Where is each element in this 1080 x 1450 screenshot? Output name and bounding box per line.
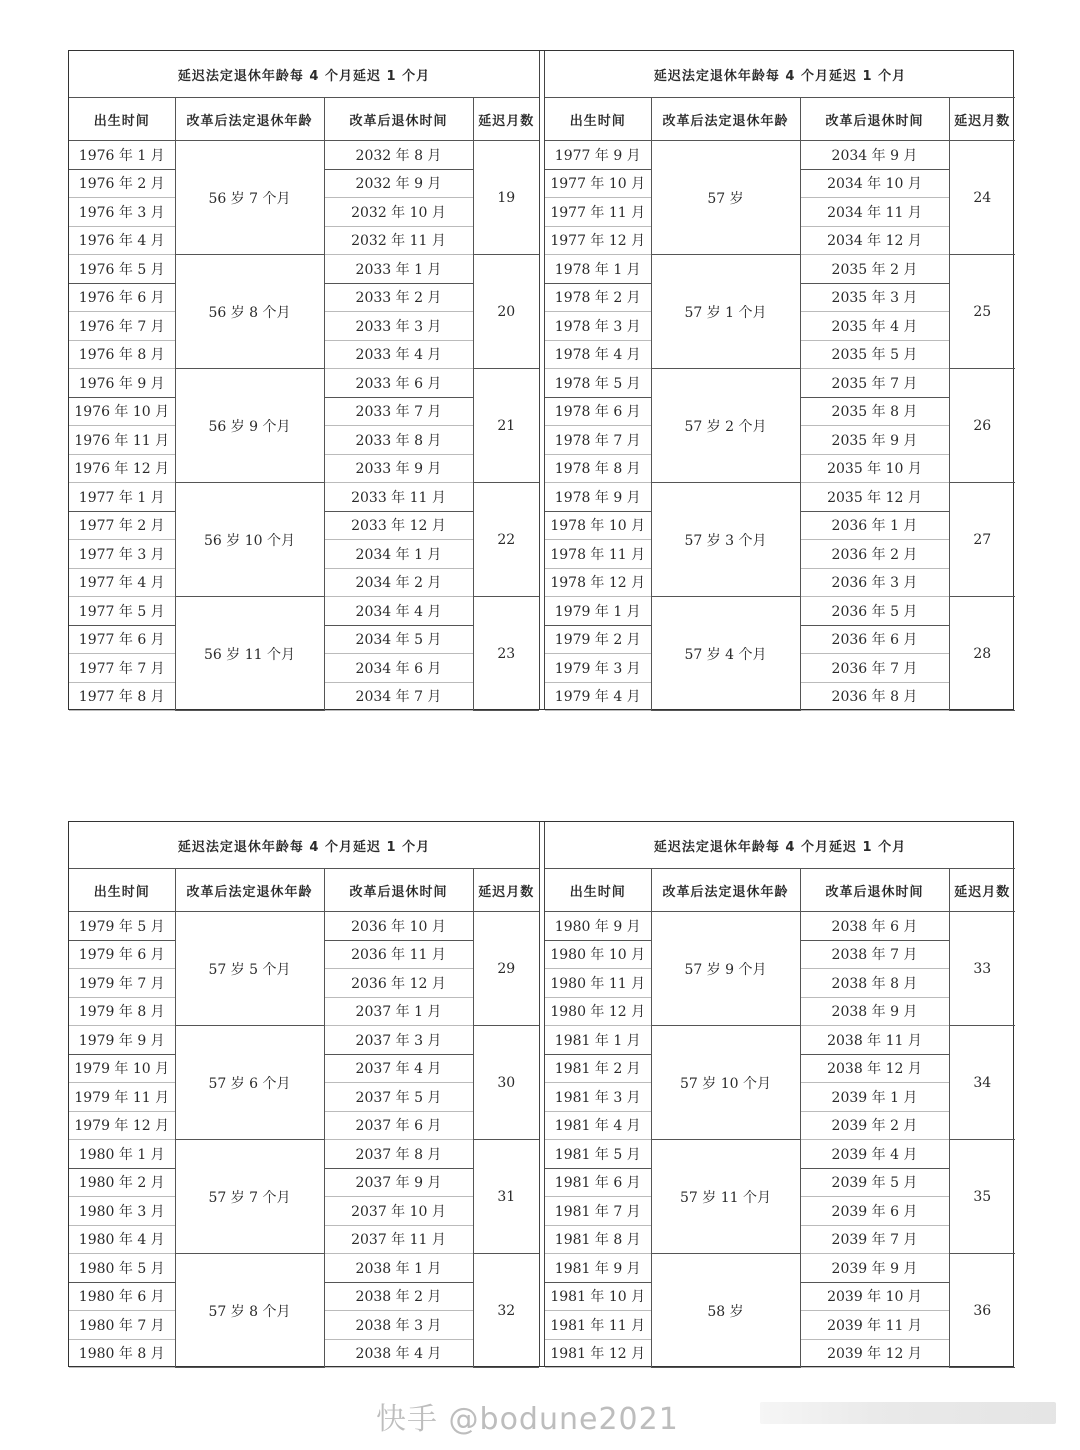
- birth-date-cell: 1976 年 2 月: [69, 169, 175, 198]
- delay-months-cell: 32: [473, 1254, 539, 1368]
- birth-date-cell: 1980 年 12 月: [545, 997, 651, 1026]
- birth-date-cell: 1979 年 7 月: [69, 969, 175, 998]
- retirement-date-cell: 2039 年 6 月: [800, 1197, 949, 1226]
- birth-date-cell: 1977 年 11 月: [545, 198, 651, 227]
- table-half-left: [69, 822, 539, 1368]
- birth-date-cell: 1977 年 8 月: [69, 682, 175, 711]
- retirement-date-cell: 2036 年 6 月: [800, 625, 949, 654]
- table-half-right: [545, 822, 1015, 1368]
- header-retirement-date: 改革后退休时间: [324, 98, 473, 141]
- birth-date-cell: 1981 年 12 月: [545, 1339, 651, 1368]
- retirement-age-cell: 58 岁: [651, 1254, 800, 1368]
- birth-date-cell: 1979 年 3 月: [545, 654, 651, 683]
- delay-months-cell: 29: [473, 912, 539, 1026]
- retirement-date-cell: 2033 年 12 月: [324, 511, 473, 540]
- birth-date-cell: 1979 年 2 月: [545, 625, 651, 654]
- header-retirement-age: 改革后法定退休年龄: [175, 98, 324, 141]
- retirement-date-cell: 2039 年 1 月: [800, 1083, 949, 1112]
- retirement-date-cell: 2034 年 5 月: [324, 625, 473, 654]
- retirement-date-cell: 2032 年 11 月: [324, 226, 473, 255]
- delay-months-cell: 24: [949, 141, 1015, 255]
- header-retirement-age: 改革后法定退休年龄: [175, 869, 324, 912]
- retirement-date-cell: 2035 年 9 月: [800, 426, 949, 455]
- birth-date-cell: 1979 年 9 月: [69, 1026, 175, 1055]
- table-row: [69, 597, 539, 626]
- table-title: 延迟法定退休年龄每 4 个月延迟 1 个月: [69, 51, 539, 98]
- retirement-age-cell: 56 岁 10 个月: [175, 483, 324, 597]
- retirement-date-cell: 2036 年 5 月: [800, 597, 949, 626]
- retirement-date-cell: 2032 年 10 月: [324, 198, 473, 227]
- table-row: [69, 912, 539, 941]
- retirement-age-cell: 57 岁: [651, 141, 800, 255]
- birth-date-cell: 1978 年 2 月: [545, 283, 651, 312]
- birth-date-cell: 1979 年 6 月: [69, 940, 175, 969]
- retirement-age-cell: 56 岁 9 个月: [175, 369, 324, 483]
- birth-date-cell: 1976 年 5 月: [69, 255, 175, 284]
- delay-months-cell: 22: [473, 483, 539, 597]
- retirement-age-cell: 57 岁 3 个月: [651, 483, 800, 597]
- birth-date-cell: 1976 年 7 月: [69, 312, 175, 341]
- retirement-date-cell: 2038 年 2 月: [324, 1282, 473, 1311]
- birth-date-cell: 1981 年 4 月: [545, 1111, 651, 1140]
- table-row: [545, 483, 1015, 512]
- table-row: [545, 912, 1015, 941]
- delay-months-cell: 21: [473, 369, 539, 483]
- birth-date-cell: 1977 年 1 月: [69, 483, 175, 512]
- delay-months-cell: 33: [949, 912, 1015, 1026]
- birth-date-cell: 1977 年 3 月: [69, 540, 175, 569]
- birth-date-cell: 1976 年 10 月: [69, 397, 175, 426]
- retirement-date-cell: 2033 年 9 月: [324, 454, 473, 483]
- retirement-age-cell: 57 岁 6 个月: [175, 1026, 324, 1140]
- birth-date-cell: 1980 年 9 月: [545, 912, 651, 941]
- retirement-date-cell: 2037 年 3 月: [324, 1026, 473, 1055]
- table-row: [545, 1140, 1015, 1169]
- retirement-age-cell: 56 岁 8 个月: [175, 255, 324, 369]
- birth-date-cell: 1977 年 4 月: [69, 568, 175, 597]
- retirement-age-cell: 56 岁 7 个月: [175, 141, 324, 255]
- birth-date-cell: 1979 年 1 月: [545, 597, 651, 626]
- retirement-date-cell: 2033 年 11 月: [324, 483, 473, 512]
- retirement-date-cell: 2037 年 10 月: [324, 1197, 473, 1226]
- header-birth-date: 出生时间: [69, 869, 175, 912]
- retirement-date-cell: 2034 年 2 月: [324, 568, 473, 597]
- birth-date-cell: 1976 年 12 月: [69, 454, 175, 483]
- birth-date-cell: 1977 年 2 月: [69, 511, 175, 540]
- birth-date-cell: 1978 年 8 月: [545, 454, 651, 483]
- retirement-date-cell: 2039 年 4 月: [800, 1140, 949, 1169]
- retirement-date-cell: 2033 年 1 月: [324, 255, 473, 284]
- birth-date-cell: 1978 年 1 月: [545, 255, 651, 284]
- birth-date-cell: 1977 年 12 月: [545, 226, 651, 255]
- birth-date-cell: 1980 年 1 月: [69, 1140, 175, 1169]
- retirement-table: [545, 822, 1015, 1368]
- birth-date-cell: 1976 年 3 月: [69, 198, 175, 227]
- table-row: [545, 1026, 1015, 1055]
- retirement-date-cell: 2035 年 2 月: [800, 255, 949, 284]
- birth-date-cell: 1978 年 9 月: [545, 483, 651, 512]
- retirement-date-cell: 2035 年 10 月: [800, 454, 949, 483]
- retirement-date-cell: 2039 年 2 月: [800, 1111, 949, 1140]
- retirement-age-cell: 57 岁 5 个月: [175, 912, 324, 1026]
- birth-date-cell: 1978 年 5 月: [545, 369, 651, 398]
- retirement-age-cell: 56 岁 11 个月: [175, 597, 324, 711]
- table-row: [545, 255, 1015, 284]
- watermark-bar: [760, 1402, 1056, 1424]
- retirement-table: [69, 822, 539, 1368]
- retirement-date-cell: 2039 年 5 月: [800, 1168, 949, 1197]
- retirement-age-cell: 57 岁 2 个月: [651, 369, 800, 483]
- retirement-date-cell: 2036 年 3 月: [800, 568, 949, 597]
- retirement-date-cell: 2034 年 6 月: [324, 654, 473, 683]
- retirement-date-cell: 2034 年 12 月: [800, 226, 949, 255]
- retirement-date-cell: 2033 年 2 月: [324, 283, 473, 312]
- retirement-table: [545, 51, 1015, 711]
- birth-date-cell: 1978 年 4 月: [545, 340, 651, 369]
- retirement-date-cell: 2034 年 10 月: [800, 169, 949, 198]
- retirement-date-cell: 2036 年 12 月: [324, 969, 473, 998]
- header-birth-date: 出生时间: [545, 98, 651, 141]
- delay-months-cell: 23: [473, 597, 539, 711]
- birth-date-cell: 1979 年 12 月: [69, 1111, 175, 1140]
- retirement-date-cell: 2038 年 1 月: [324, 1254, 473, 1283]
- retirement-date-cell: 2034 年 11 月: [800, 198, 949, 227]
- birth-date-cell: 1976 年 1 月: [69, 141, 175, 170]
- delay-months-cell: 30: [473, 1026, 539, 1140]
- retirement-age-cell: 57 岁 9 个月: [651, 912, 800, 1026]
- birth-date-cell: 1980 年 4 月: [69, 1225, 175, 1254]
- retirement-date-cell: 2038 年 11 月: [800, 1026, 949, 1055]
- birth-date-cell: 1977 年 7 月: [69, 654, 175, 683]
- birth-date-cell: 1980 年 5 月: [69, 1254, 175, 1283]
- birth-date-cell: 1980 年 6 月: [69, 1282, 175, 1311]
- retirement-date-cell: 2037 年 5 月: [324, 1083, 473, 1112]
- retirement-date-cell: 2033 年 3 月: [324, 312, 473, 341]
- header-retirement-age: 改革后法定退休年龄: [651, 98, 800, 141]
- header-birth-date: 出生时间: [545, 869, 651, 912]
- retirement-date-cell: 2035 年 12 月: [800, 483, 949, 512]
- retirement-date-cell: 2038 年 7 月: [800, 940, 949, 969]
- retirement-date-cell: 2037 年 11 月: [324, 1225, 473, 1254]
- birth-date-cell: 1981 年 9 月: [545, 1254, 651, 1283]
- birth-date-cell: 1981 年 8 月: [545, 1225, 651, 1254]
- retirement-date-cell: 2034 年 7 月: [324, 682, 473, 711]
- birth-date-cell: 1981 年 10 月: [545, 1282, 651, 1311]
- birth-date-cell: 1981 年 11 月: [545, 1311, 651, 1340]
- retirement-date-cell: 2036 年 11 月: [324, 940, 473, 969]
- retirement-age-cell: 57 岁 7 个月: [175, 1140, 324, 1254]
- birth-date-cell: 1979 年 4 月: [545, 682, 651, 711]
- birth-date-cell: 1979 年 8 月: [69, 997, 175, 1026]
- retirement-date-cell: 2035 年 3 月: [800, 283, 949, 312]
- table-title: 延迟法定退休年龄每 4 个月延迟 1 个月: [545, 51, 1015, 98]
- retirement-date-cell: 2036 年 2 月: [800, 540, 949, 569]
- birth-date-cell: 1980 年 7 月: [69, 1311, 175, 1340]
- header-retirement-date: 改革后退休时间: [800, 98, 949, 141]
- retirement-date-cell: 2034 年 1 月: [324, 540, 473, 569]
- retirement-date-cell: 2036 年 7 月: [800, 654, 949, 683]
- table-title: 延迟法定退休年龄每 4 个月延迟 1 个月: [545, 822, 1015, 869]
- birth-date-cell: 1978 年 3 月: [545, 312, 651, 341]
- birth-date-cell: 1976 年 4 月: [69, 226, 175, 255]
- retirement-date-cell: 2039 年 9 月: [800, 1254, 949, 1283]
- retirement-date-cell: 2035 年 7 月: [800, 369, 949, 398]
- table-row: [69, 1140, 539, 1169]
- table-half-right: [545, 51, 1015, 711]
- retirement-age-cell: 57 岁 10 个月: [651, 1026, 800, 1140]
- retirement-date-cell: 2036 年 10 月: [324, 912, 473, 941]
- birth-date-cell: 1977 年 6 月: [69, 625, 175, 654]
- birth-date-cell: 1981 年 7 月: [545, 1197, 651, 1226]
- retirement-date-cell: 2037 年 1 月: [324, 997, 473, 1026]
- delay-months-cell: 19: [473, 141, 539, 255]
- retirement-date-cell: 2038 年 12 月: [800, 1054, 949, 1083]
- birth-date-cell: 1980 年 11 月: [545, 969, 651, 998]
- retirement-age-cell: 57 岁 4 个月: [651, 597, 800, 711]
- retirement-date-cell: 2034 年 9 月: [800, 141, 949, 170]
- retirement-date-cell: 2036 年 8 月: [800, 682, 949, 711]
- retirement-table-block-1: [68, 50, 1014, 710]
- birth-date-cell: 1979 年 11 月: [69, 1083, 175, 1112]
- retirement-date-cell: 2038 年 4 月: [324, 1339, 473, 1368]
- retirement-date-cell: 2038 年 8 月: [800, 969, 949, 998]
- birth-date-cell: 1976 年 6 月: [69, 283, 175, 312]
- retirement-date-cell: 2032 年 9 月: [324, 169, 473, 198]
- retirement-date-cell: 2037 年 9 月: [324, 1168, 473, 1197]
- retirement-date-cell: 2035 年 4 月: [800, 312, 949, 341]
- birth-date-cell: 1977 年 9 月: [545, 141, 651, 170]
- birth-date-cell: 1980 年 3 月: [69, 1197, 175, 1226]
- birth-date-cell: 1976 年 8 月: [69, 340, 175, 369]
- table-row: [69, 483, 539, 512]
- retirement-date-cell: 2038 年 9 月: [800, 997, 949, 1026]
- retirement-date-cell: 2035 年 5 月: [800, 340, 949, 369]
- retirement-date-cell: 2032 年 8 月: [324, 141, 473, 170]
- retirement-date-cell: 2039 年 12 月: [800, 1339, 949, 1368]
- header-delay-months: 延迟月数: [473, 98, 539, 141]
- retirement-date-cell: 2035 年 8 月: [800, 397, 949, 426]
- birth-date-cell: 1981 年 6 月: [545, 1168, 651, 1197]
- retirement-table-block-2: [68, 821, 1014, 1367]
- table-row: [69, 369, 539, 398]
- birth-date-cell: 1981 年 1 月: [545, 1026, 651, 1055]
- header-delay-months: 延迟月数: [473, 869, 539, 912]
- birth-date-cell: 1979 年 10 月: [69, 1054, 175, 1083]
- birth-date-cell: 1980 年 8 月: [69, 1339, 175, 1368]
- birth-date-cell: 1978 年 12 月: [545, 568, 651, 597]
- header-delay-months: 延迟月数: [949, 98, 1015, 141]
- retirement-date-cell: 2033 年 8 月: [324, 426, 473, 455]
- retirement-date-cell: 2038 年 6 月: [800, 912, 949, 941]
- header-retirement-date: 改革后退休时间: [800, 869, 949, 912]
- table-row: [69, 1254, 539, 1283]
- birth-date-cell: 1977 年 10 月: [545, 169, 651, 198]
- delay-months-cell: 25: [949, 255, 1015, 369]
- birth-date-cell: 1980 年 10 月: [545, 940, 651, 969]
- delay-months-cell: 31: [473, 1140, 539, 1254]
- birth-date-cell: 1978 年 11 月: [545, 540, 651, 569]
- table-row: [545, 369, 1015, 398]
- retirement-date-cell: 2039 年 10 月: [800, 1282, 949, 1311]
- table-row: [69, 1026, 539, 1055]
- birth-date-cell: 1980 年 2 月: [69, 1168, 175, 1197]
- table-row: [545, 1254, 1015, 1283]
- retirement-date-cell: 2037 年 6 月: [324, 1111, 473, 1140]
- watermark-text: 快手 @bodune2021: [376, 1402, 679, 1437]
- birth-date-cell: 1981 年 3 月: [545, 1083, 651, 1112]
- table-half-left: [69, 51, 539, 711]
- retirement-age-cell: 57 岁 11 个月: [651, 1140, 800, 1254]
- table-row: [545, 141, 1015, 170]
- retirement-age-cell: 57 岁 1 个月: [651, 255, 800, 369]
- birth-date-cell: 1977 年 5 月: [69, 597, 175, 626]
- delay-months-cell: 34: [949, 1026, 1015, 1140]
- birth-date-cell: 1978 年 10 月: [545, 511, 651, 540]
- retirement-age-cell: 57 岁 8 个月: [175, 1254, 324, 1368]
- header-retirement-age: 改革后法定退休年龄: [651, 869, 800, 912]
- retirement-date-cell: 2039 年 7 月: [800, 1225, 949, 1254]
- retirement-date-cell: 2036 年 1 月: [800, 511, 949, 540]
- table-row: [69, 141, 539, 170]
- birth-date-cell: 1978 年 7 月: [545, 426, 651, 455]
- retirement-date-cell: 2038 年 3 月: [324, 1311, 473, 1340]
- birth-date-cell: 1979 年 5 月: [69, 912, 175, 941]
- retirement-table: [69, 51, 539, 711]
- table-title: 延迟法定退休年龄每 4 个月延迟 1 个月: [69, 822, 539, 869]
- retirement-date-cell: 2033 年 4 月: [324, 340, 473, 369]
- header-retirement-date: 改革后退休时间: [324, 869, 473, 912]
- birth-date-cell: 1976 年 11 月: [69, 426, 175, 455]
- retirement-date-cell: 2034 年 4 月: [324, 597, 473, 626]
- retirement-date-cell: 2037 年 8 月: [324, 1140, 473, 1169]
- table-row: [545, 597, 1015, 626]
- retirement-date-cell: 2039 年 11 月: [800, 1311, 949, 1340]
- delay-months-cell: 35: [949, 1140, 1015, 1254]
- retirement-date-cell: 2033 年 6 月: [324, 369, 473, 398]
- delay-months-cell: 28: [949, 597, 1015, 711]
- retirement-date-cell: 2033 年 7 月: [324, 397, 473, 426]
- delay-months-cell: 27: [949, 483, 1015, 597]
- birth-date-cell: 1976 年 9 月: [69, 369, 175, 398]
- header-delay-months: 延迟月数: [949, 869, 1015, 912]
- header-birth-date: 出生时间: [69, 98, 175, 141]
- table-row: [69, 255, 539, 284]
- retirement-date-cell: 2037 年 4 月: [324, 1054, 473, 1083]
- delay-months-cell: 36: [949, 1254, 1015, 1368]
- delay-months-cell: 20: [473, 255, 539, 369]
- birth-date-cell: 1978 年 6 月: [545, 397, 651, 426]
- birth-date-cell: 1981 年 2 月: [545, 1054, 651, 1083]
- delay-months-cell: 26: [949, 369, 1015, 483]
- birth-date-cell: 1981 年 5 月: [545, 1140, 651, 1169]
